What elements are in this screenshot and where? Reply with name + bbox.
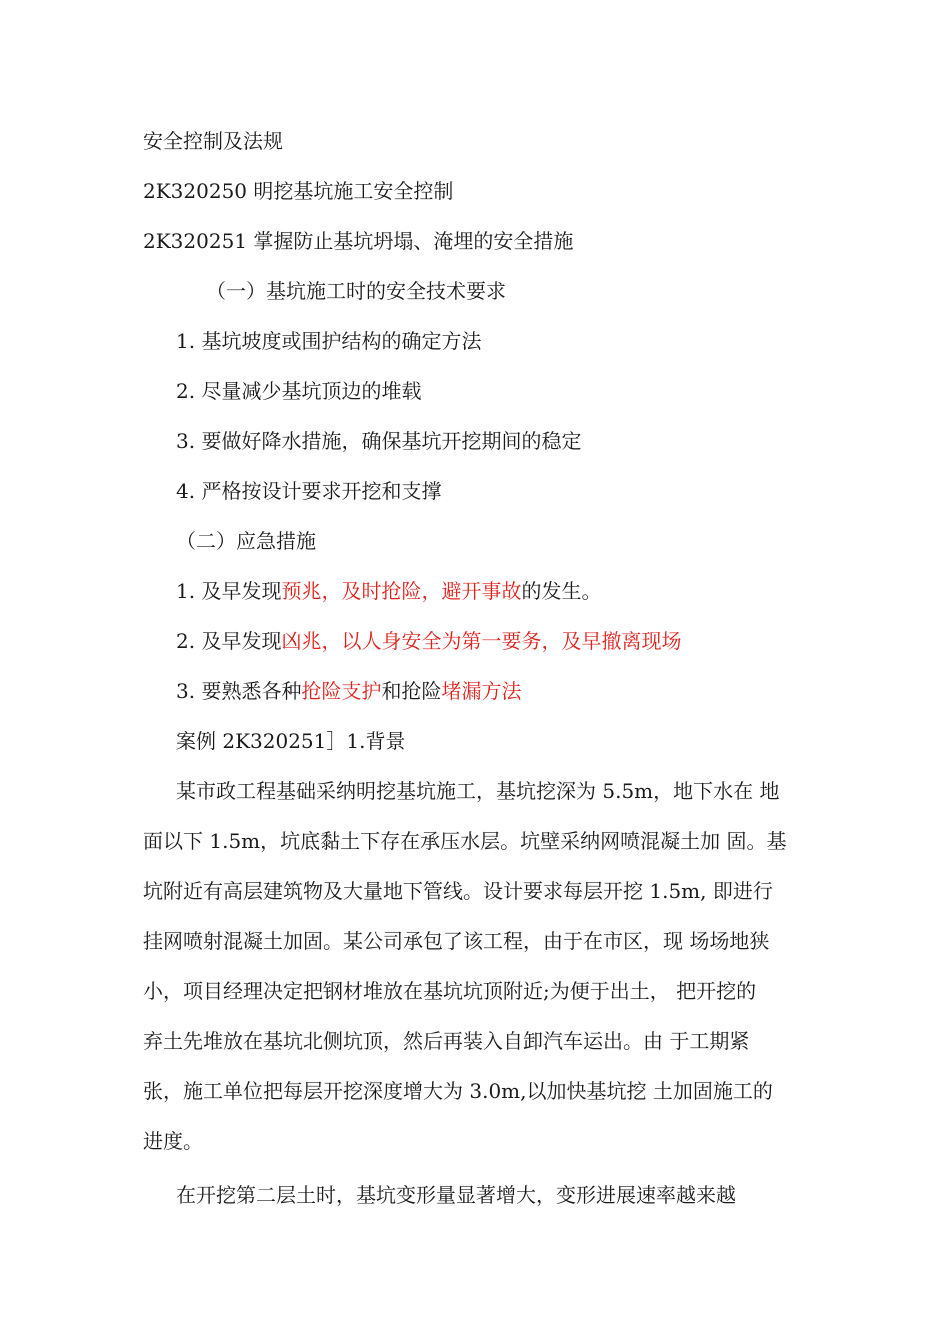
case-paragraph-2-line: 在开挖第二层土时，基坑变形量显著增大，变形进展速率越来越 — [176, 1183, 736, 1207]
case-paragraph-line: 小，项目经理决定把钢材堆放在基坑坑顶附近;为便于出土， 把开挖的 — [143, 979, 757, 1003]
section2-item-1 — [176, 578, 601, 604]
case-paragraph-line: 面以下 1.5m，坑底黏土下存在承压水层。坑壁采纳网喷混凝土加 固。基 — [143, 829, 787, 853]
section2-item-2 — [176, 628, 681, 654]
case-paragraph-line: 进度。 — [143, 1129, 203, 1153]
section1-title: （一）基坑施工时的安全技术要求 — [206, 279, 506, 303]
item-text: 2. 及早发现 — [176, 629, 282, 653]
section1-item: 1. 基坑坡度或围护结构的确定方法 — [176, 329, 482, 353]
highlight-text: 堵漏方法 — [441, 679, 522, 703]
case-title: 案例 2K320251］1.背景 — [176, 729, 406, 753]
section1-item: 2. 尽量减少基坑顶边的堆载 — [176, 379, 422, 403]
item-text: 3. 要熟悉各种 — [176, 679, 302, 703]
item-text: 和抢险 — [381, 679, 442, 703]
highlight-text: 预兆，及时抢险，避开事故 — [281, 579, 522, 603]
heading-safety-control: 安全控制及法规 — [143, 129, 283, 153]
case-paragraph-line: 张，施工单位把每层开挖深度增大为 3.0m,以加快基坑挖 土加固施工的 — [143, 1079, 773, 1103]
section1-item: 3. 要做好降水措施，确保基坑开挖期间的稳定 — [176, 429, 582, 453]
case-paragraph-line: 某市政工程基础采纳明挖基坑施工，基坑挖深为 5.5m，地下水在 地 — [176, 779, 780, 803]
highlight-text: 抢险支护 — [301, 679, 382, 703]
item-text: 的发生。 — [521, 579, 602, 603]
section2-title: （二）应急措施 — [176, 529, 316, 553]
section2-item-3 — [176, 678, 521, 704]
case-paragraph-line: 挂网喷射混凝土加固。某公司承包了该工程，由于在市区，现 场场地狭 — [143, 929, 770, 953]
section1-item: 4. 严格按设计要求开挖和支撑 — [176, 479, 442, 503]
heading-excavation-safety: 2K320250 明挖基坑施工安全控制 — [143, 179, 454, 203]
highlight-text: 凶兆，以人身安全为第一要务，及早撤离现场 — [281, 629, 682, 653]
case-paragraph-line: 坑附近有高层建筑物及大量地下管线。设计要求每层开挖 1.5m, 即进行 — [143, 879, 773, 903]
heading-anti-collapse: 2K320251 掌握防止基坑坍塌、淹埋的安全措施 — [143, 229, 574, 253]
item-text: 1. 及早发现 — [176, 579, 282, 603]
case-paragraph-line: 弃土先堆放在基坑北侧坑顶，然后再装入自卸汽车运出。由 于工期紧 — [143, 1029, 750, 1053]
